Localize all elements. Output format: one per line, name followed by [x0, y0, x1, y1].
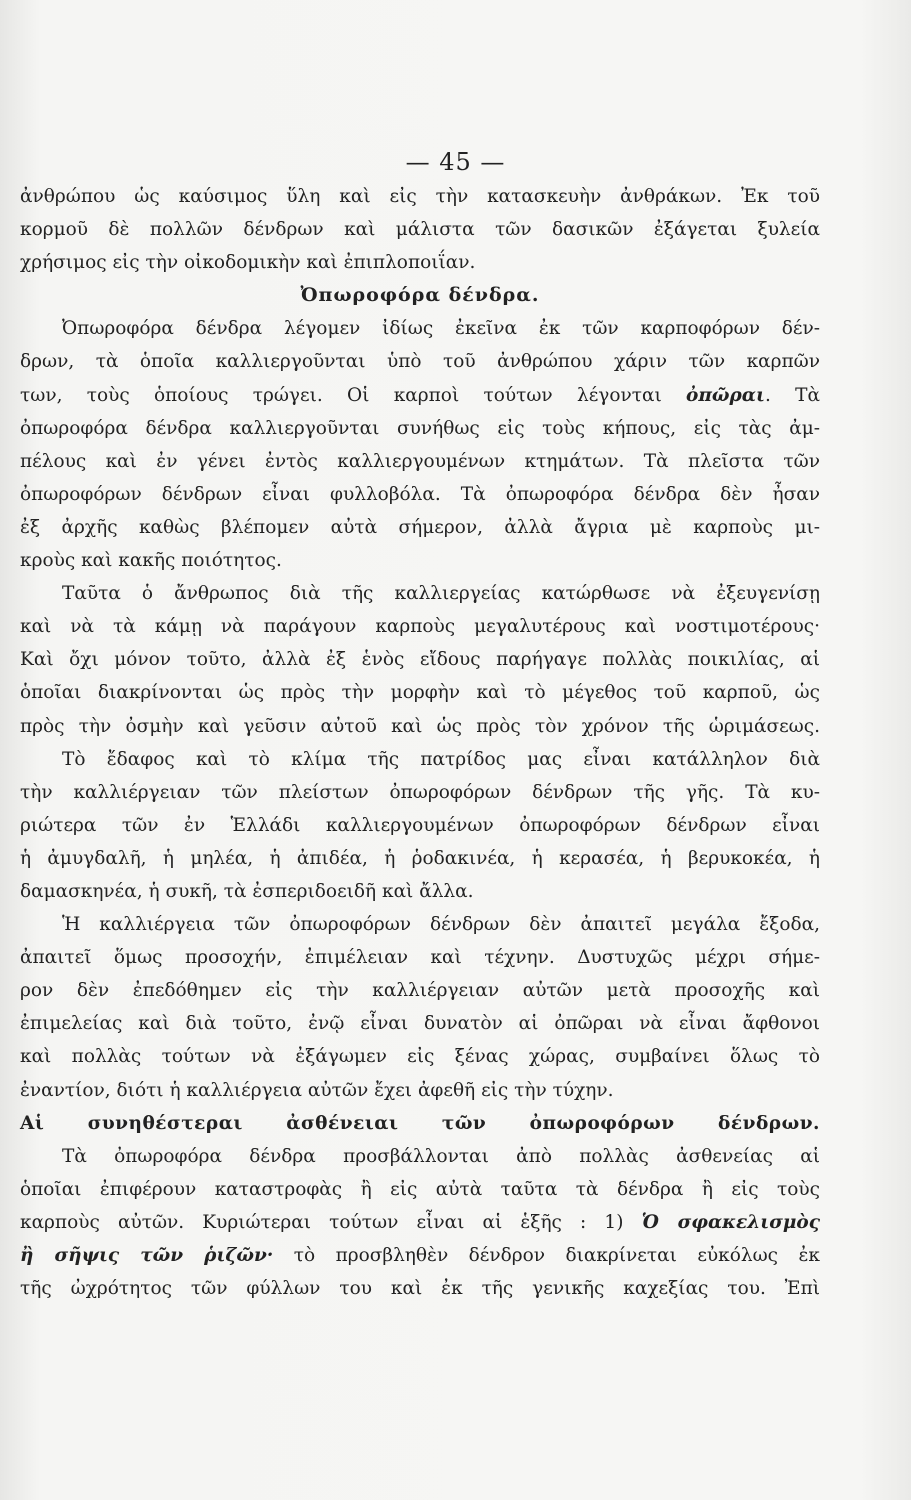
text-line: ἢ σῆψις τῶν ῥιζῶν· τὸ προσβληθὲν δένδρον διακρίνεται εὐκόλως ἐκ: [20, 1245, 820, 1266]
text-line: Ἡ καλλιέργεια τῶν ὀπωροφόρων δένδρων δὲν ἀπαιτεῖ μεγάλα ἔξοδα,: [62, 914, 820, 936]
text-line: ἐναντίον, διότι ἡ καλλιέργεια αὐτῶν ἔχει ἀφεθῆ εἰς τὴν τύχην.: [20, 1079, 614, 1101]
text-line: Ταῦτα ὁ ἄνθρωπος διὰ τῆς καλλιεργείας κατώρθωσε νὰ ἐξευγενίσῃ: [62, 583, 820, 605]
text-line: Καὶ ὄχι μόνον τοῦτο, ἀλλὰ ἐξ ἑνὸς εἴδους παρήγαγε πολλὰς ποικιλίας, αἱ: [20, 649, 820, 671]
section-heading: Ὀπωροφόρα δένδρα.: [300, 284, 540, 307]
text-line: ὁποῖαι ἐπιφέρουν καταστροφὰς ἢ εἰς αὐτὰ ταῦτα τὰ δένδρα ἢ εἰς τοὺς: [20, 1178, 820, 1200]
text-line: ρον δὲν ἐπεδόθημεν εἰς τὴν καλλιέργειαν αὐτῶν μετὰ προσοχῆς καὶ: [20, 980, 820, 1002]
text-line: τῆς ὠχρότητος τῶν φύλλων του καὶ ἐκ τῆς γενικῆς καχεξίας του. Ἐπὶ: [20, 1278, 820, 1300]
text-line: Τὰ ὀπωροφόρα δένδρα προσβάλλονται ἀπὸ πολλὰς ἀσθενείας αἱ: [62, 1145, 820, 1167]
text-line: καρποὺς αὐτῶν. Κυριώτεραι τούτων εἶναι αἱ ἑξῆς : 1) Ὁ σφακελισμὸς: [20, 1211, 820, 1233]
text-line: Ὀπωροφόρα δένδρα λέγομεν ἰδίως ἐκεῖνα ἐκ τῶν καρποφόρων δέν-: [62, 318, 820, 340]
text-line: ριώτερα τῶν ἐν Ἑλλάδι καλλιεργουμένων ὀπωροφόρων δένδρων εἶναι: [20, 814, 820, 836]
page-text-body: [20, 180, 820, 1305]
section-heading: Αἱ συνηθέστεραι ἀσθένειαι τῶν ὀπωροφόρων δένδρων.: [20, 1112, 820, 1134]
text-line: τὴν καλλιέργειαν τῶν πλείστων ὀπωροφόρων δένδρων τῆς γῆς. Τὰ κυ-: [20, 781, 820, 803]
text-line: καὶ νὰ τὰ κάμῃ νὰ παράγουν καρποὺς μεγαλυτέρους καὶ νοστιμοτέρους·: [20, 616, 820, 638]
text-line: κροὺς καὶ κακῆς ποιότητος.: [20, 550, 282, 572]
text-line: ἐξ ἀρχῆς καθὼς βλέπομεν αὐτὰ σήμερον, ἀλλὰ ἄγρια μὲ καρποὺς μι-: [20, 516, 820, 538]
text-line: ὀπωροφόρα δένδρα καλλιεργοῦνται συνήθως εἰς τοὺς κήπους, εἰς τὰς ἀμ-: [20, 417, 820, 439]
text-line: δαμασκηνέα, ἡ συκῆ, τὰ ἐσπεριδοειδῆ καὶ ἄλλα.: [20, 880, 474, 902]
text-line: ἐπιμελείας καὶ διὰ τοῦτο, ἐνῷ εἶναι δυνατὸν αἱ ὀπῶραι νὰ εἶναι ἄφθονοι: [20, 1013, 820, 1035]
text-line: δρων, τὰ ὁποῖα καλλιεργοῦνται ὑπὸ τοῦ ἀνθρώπου χάριν τῶν καρπῶν: [20, 351, 820, 373]
text-line: ἀπαιτεῖ ὅμως προσοχήν, ἐπιμέλειαν καὶ τέχνην. Δυστυχῶς μέχρι σήμε-: [20, 947, 820, 969]
text-line: καὶ πολλὰς τούτων νὰ ἐξάγωμεν εἰς ξένας χώρας, συμβαίνει ὅλως τὸ: [20, 1046, 820, 1068]
text-line: των, τοὺς ὁποίους τρώγει. Οἱ καρποὶ τούτων λέγονται ὀπῶραι. Τὰ: [20, 384, 820, 406]
text-line: ἡ ἀμυγδαλῆ, ἡ μηλέα, ἡ ἀπιδέα, ἡ ῥοδακινέα, ἡ κερασέα, ἡ βερυκοκέα, ἡ: [20, 847, 820, 869]
text-line: Τὸ ἔδαφος καὶ τὸ κλίμα τῆς πατρίδος μας εἶναι κατάλληλον διὰ: [62, 748, 820, 770]
text-line: ὀπωροφόρων δένδρων εἶναι φυλλοβόλα. Τὰ ὀπωροφόρα δένδρα δὲν ἦσαν: [20, 483, 820, 505]
page-number: — 45 —: [405, 148, 506, 176]
text-line: κορμοῦ δὲ πολλῶν δένδρων καὶ μάλιστα τῶν δασικῶν ἐξάγεται ξυλεία: [20, 219, 820, 241]
text-line: πρὸς τὴν ὀσμὴν καὶ γεῦσιν αὐτοῦ καὶ ὡς πρὸς τὸν χρόνον τῆς ὡριμάσεως.: [20, 715, 820, 737]
emphasized-term: Ὁ σφακελισμὸς: [641, 1211, 820, 1233]
text-line: ἀνθρώπου ὡς καύσιμος ὕλη καὶ εἰς τὴν κατασκευὴν ἀνθράκων. Ἐκ τοῦ: [20, 186, 820, 207]
text-line: ὁποῖαι διακρίνονται ὡς πρὸς τὴν μορφὴν καὶ τὸ μέγεθος τοῦ καρποῦ, ὡς: [20, 682, 820, 704]
text-line: χρήσιμος εἰς τὴν οἰκοδομικὴν καὶ ἐπιπλοποιΐαν.: [20, 252, 476, 274]
emphasized-term: ὀπῶραι: [686, 384, 765, 406]
text-line: πέλους καὶ ἐν γένει ἐντὸς καλλιεργουμένων κτημάτων. Τὰ πλεῖστα τῶν: [20, 450, 820, 472]
emphasized-term: ἢ σῆψις τῶν ῥιζῶν·: [20, 1245, 274, 1266]
